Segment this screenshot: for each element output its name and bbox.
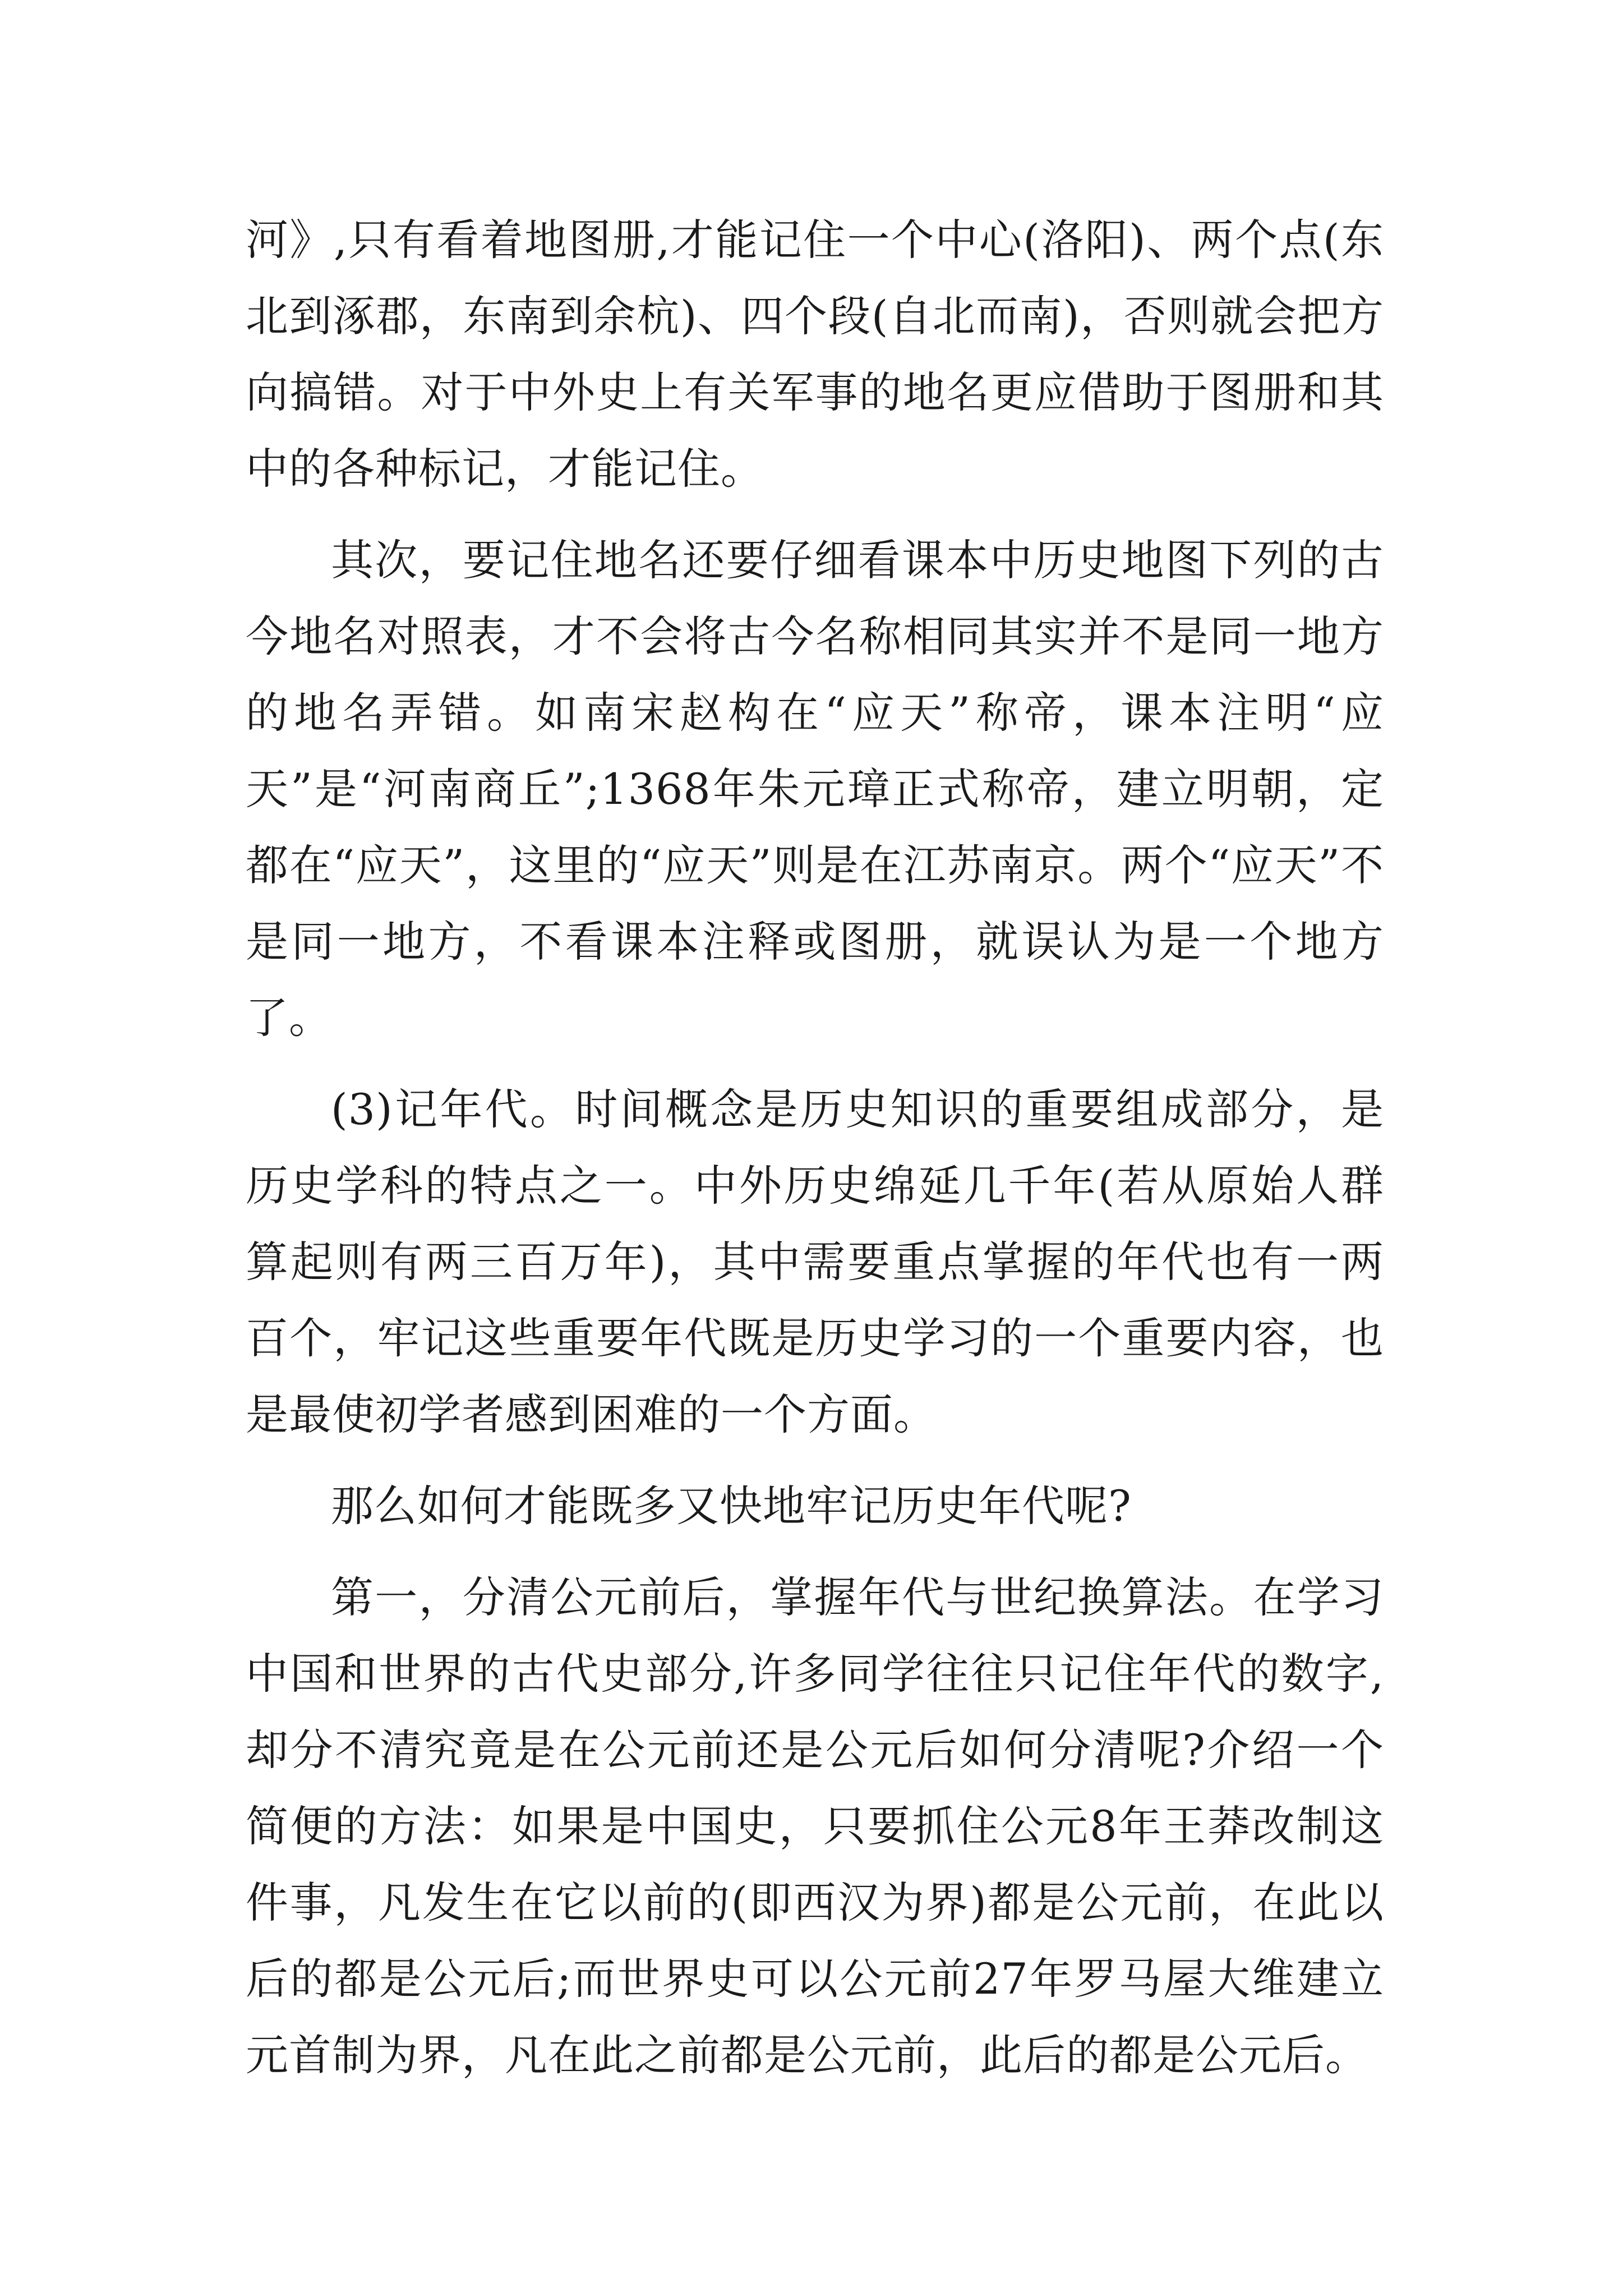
paragraph-2: 其次，要记住地名还要仔细看课本中历史地图下列的古今地名对照表，才不会将古今名称相同其实并不是同一地方的地名弄错。如南宋赵构在“应天”称帝，课本注明“应天”是“河南商丘”;1368年朱元璋正式称帝，建立明朝，定都在“应天”，这里的“应天”则是在江苏南京。两个“应天”不是同一地方，不看课本注释或图册，就误认为是一个地方了。 (246, 535, 1384, 1043)
paragraph-1: 河》,只有看着地图册,才能记住一个中心(洛阳)、两个点(东北到涿郡，东南到余杭)、四个段(自北而南)，否则就会把方向搞错。对于中外史上有关军事的地名更应借助于图册和其中的各种标记，才能记住。 (246, 215, 1384, 494)
paragraph-4: 那么如何才能既多又快地牢记历史年代呢? (331, 1481, 1132, 1531)
paragraph-3: (3)记年代。时间概念是历史知识的重要组成部分，是历史学科的特点之一。中外历史绵延几千年(若从原始人群算起则有两三百万年)，其中需要重点掌握的年代也有一两百个，牢记这些重要年代既是历史学习的一个重要内容，也是最使初学者感到困难的一个方面。 (246, 1084, 1384, 1439)
paragraph-5: 第一，分清公元前后，掌握年代与世纪换算法。在学习中国和世界的古代史部分,许多同学往往只记住年代的数字,却分不清究竟是在公元前还是公元后如何分清呢?介绍一个简便的方法：如果是中国史，只要抓住公元8年王莽改制这件事，凡发生在它以前的(即西汉为界)都是公元前，在此以后的都是公元后;而世界史可以公元前27年罗马屋大维建立元首制为界，凡在此之前都是公元前，此后的都是公元后。 (246, 1572, 1384, 2080)
document-body (246, 202, 1384, 2093)
